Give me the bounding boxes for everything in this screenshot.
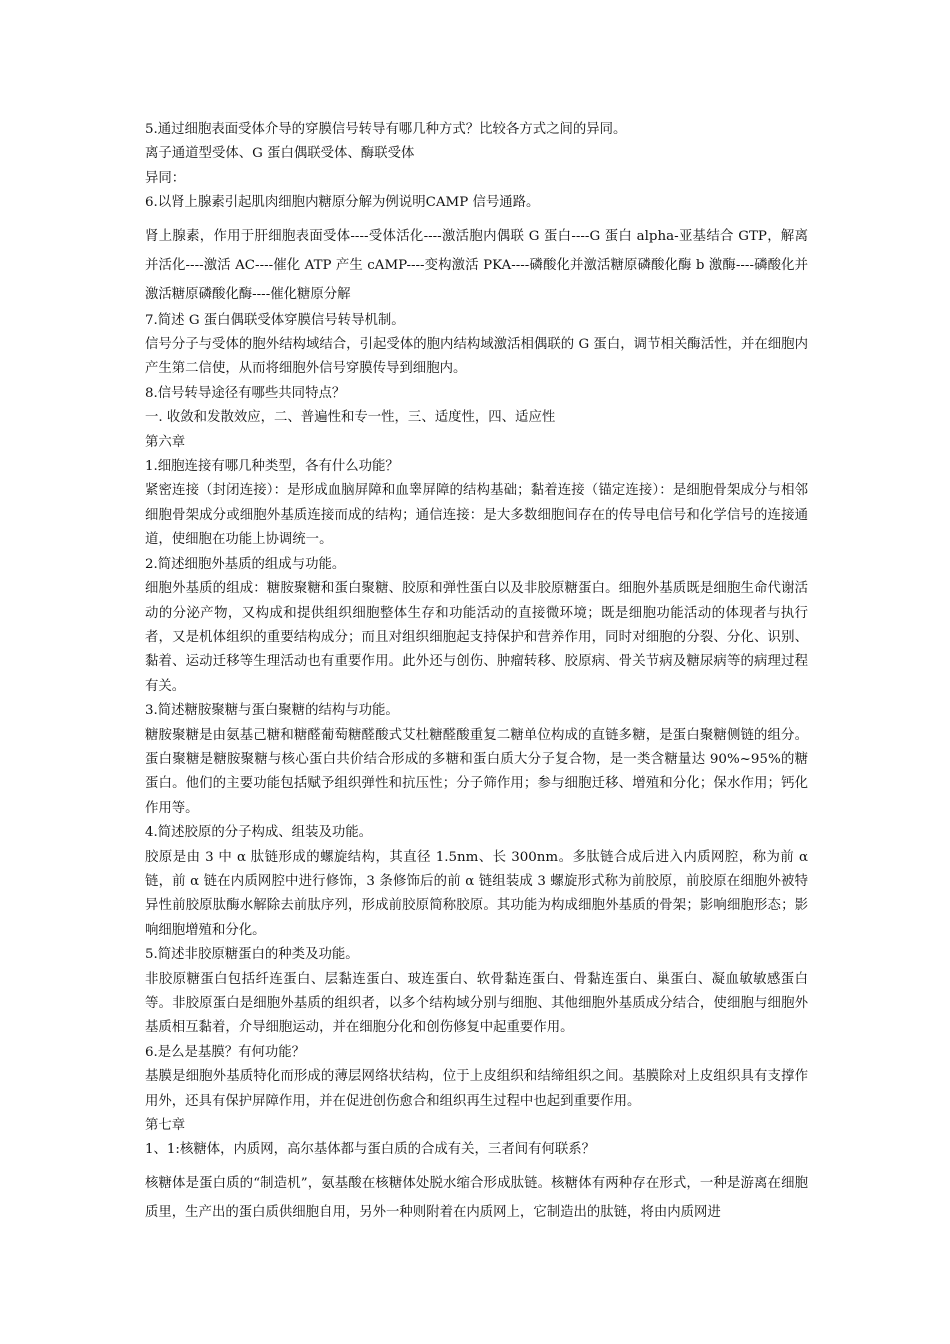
question-line: 1、1:核糖体，内质网，高尔基体都与蛋白质的合成有关，三者间有何联系？ — [145, 1142, 596, 1158]
document-body — [145, 118, 808, 1227]
question-line: 3.简述糖胺聚糖与蛋白聚糖的结构与功能。 — [145, 703, 399, 719]
question-line: 5.简述非胶原糖蛋白的种类及功能。 — [145, 947, 359, 963]
answer-paragraph: 信号分子与受体的胞外结构域结合，引起受体的胞内结构域激活相偶联的 G 蛋白，调节相关酶活性，并在细胞内产生第二信使，从而将细胞外信号穿膜传导到细胞内。 — [145, 337, 808, 377]
chapter-heading: 第六章 — [145, 434, 186, 450]
answer-paragraph: 肾上腺素，作用于肝细胞表面受体----受体活化----激活胞内偶联 G 蛋白----G 蛋白 alpha-亚基结合 GTP，解离并活化----激活 AC----催化 ATP 产生 cAMP----变构激活 PKA----磷酸化并激活糖原磷酸化酶 b 激酶----磷酸化并激活糖原磷酸化酶----催化糖原分解 — [145, 228, 808, 302]
answer-paragraph: 非胶原糖蛋白包括纤连蛋白、层黏连蛋白、玻连蛋白、软骨黏连蛋白、骨黏连蛋白、巢蛋白、凝血敏敏感蛋白等。非胶原蛋白是细胞外基质的组织者，以多个结构域分别与细胞、其他细胞外基质成分结合，使细胞与细胞外基质相互黏着，介导细胞运动，并在细胞分化和创伤修复中起重要作用。 — [145, 971, 808, 1036]
question-line: 8.信号转导途径有哪些共同特点？ — [145, 385, 346, 401]
question-line: 1.细胞连接有哪几种类型，各有什么功能？ — [145, 459, 399, 475]
question-line: 6.是么是基膜？有何功能？ — [145, 1044, 306, 1060]
answer-paragraph: 核糖体是蛋白质的“制造机”，氨基酸在核糖体处脱水缩合形成肽链。核糖体有两种存在形式，一种是游离在细胞质里，生产出的蛋白质供细胞自用，另外一种则附着在内质网上，它制造出的肽链，将由内质网进 — [145, 1175, 808, 1220]
chapter-heading: 第七章 — [145, 1118, 186, 1134]
answer-paragraph: 糖胺聚糖是由氨基己糖和糖醛葡萄糖醛酸式艾杜糖醛酸重复二糖单位构成的直链多糖，是蛋白聚糖侧链的组分。蛋白聚糖是糖胺聚糖与核心蛋白共价结合形成的多糖和蛋白质大分子复合物，是一类含糖量达 90%~95%的糖蛋白。他们的主要功能包括赋予组织弹性和抗压性；分子筛作用；参与细胞迁移、增殖和分化；保水作用；钙化作用等。 — [145, 727, 808, 816]
answer-paragraph: 胶原是由 3 中 α 肽链形成的螺旋结构，其直径 1.5nm、长 300nm。多肽链合成后进入内质网腔，称为前 α 链，前 α 链在内质网腔中进行修饰，3 条修饰后的前 α 链组装成 3 螺旋形式称为前胶原，前胶原在细胞外被特异性前胶原肽酶水解除去前肽序列，形成前胶原简称胶原。其功能为构成细胞外基质的骨架；影响细胞形态；影响细胞增殖和分化。 — [145, 849, 808, 938]
answer-line: 离子通道型受体、G 蛋白偶联受体、酶联受体 — [145, 146, 415, 162]
question-line: 7.简述 G 蛋白偶联受体穿膜信号转导机制。 — [145, 312, 405, 328]
answer-line: 异同： — [145, 170, 186, 186]
answer-line: 一. 收敛和发散效应，二、普遍性和专一性，三、适度性，四、适应性 — [145, 410, 556, 426]
question-line: 5.通过细胞表面受体介导的穿膜信号转导有哪几种方式？比较各方式之间的异同。 — [145, 122, 627, 137]
question-line: 4.简述胶原的分子构成、组装及功能。 — [145, 825, 373, 841]
question-line: 2.简述细胞外基质的组成与功能。 — [145, 556, 346, 572]
question-line: 6.以肾上腺素引起肌肉细胞内糖原分解为例说明CAMP 信号通路。 — [145, 195, 540, 211]
answer-paragraph: 基膜是细胞外基质特化而形成的薄层网络状结构，位于上皮组织和结缔组织之间。基膜除对上皮组织具有支撑作用外，还具有保护屏障作用，并在促进创伤愈合和组织再生过程中也起到重要作用。 — [145, 1069, 808, 1109]
answer-paragraph: 细胞外基质的组成：糖胺聚糖和蛋白聚糖、胶原和弹性蛋白以及非胶原糖蛋白。细胞外基质既是细胞生命代谢活动的分泌产物，又构成和提供组织细胞整体生存和功能活动的直接微环境；既是细胞功能活动的体现者与执行者，又是机体组织的重要结构成分；而且对组织细胞起支持保护和营养作用，同时对细胞的分裂、分化、识别、黏着、运动迁移等生理活动也有重要作用。此外还与创伤、肿瘤转移、胶原病、骨关节病及糖尿病等的病理过程有关。 — [145, 581, 808, 694]
answer-paragraph: 紧密连接（封闭连接）：是形成血脑屏障和血睾屏障的结构基础；黏着连接（锚定连接）：是细胞骨架成分与相邻细胞骨架成分或细胞外基质连接而成的结构；通信连接：是大多数细胞间存在的传导电信号和化学信号的连接通道，使细胞在功能上协调统一。 — [145, 483, 808, 548]
